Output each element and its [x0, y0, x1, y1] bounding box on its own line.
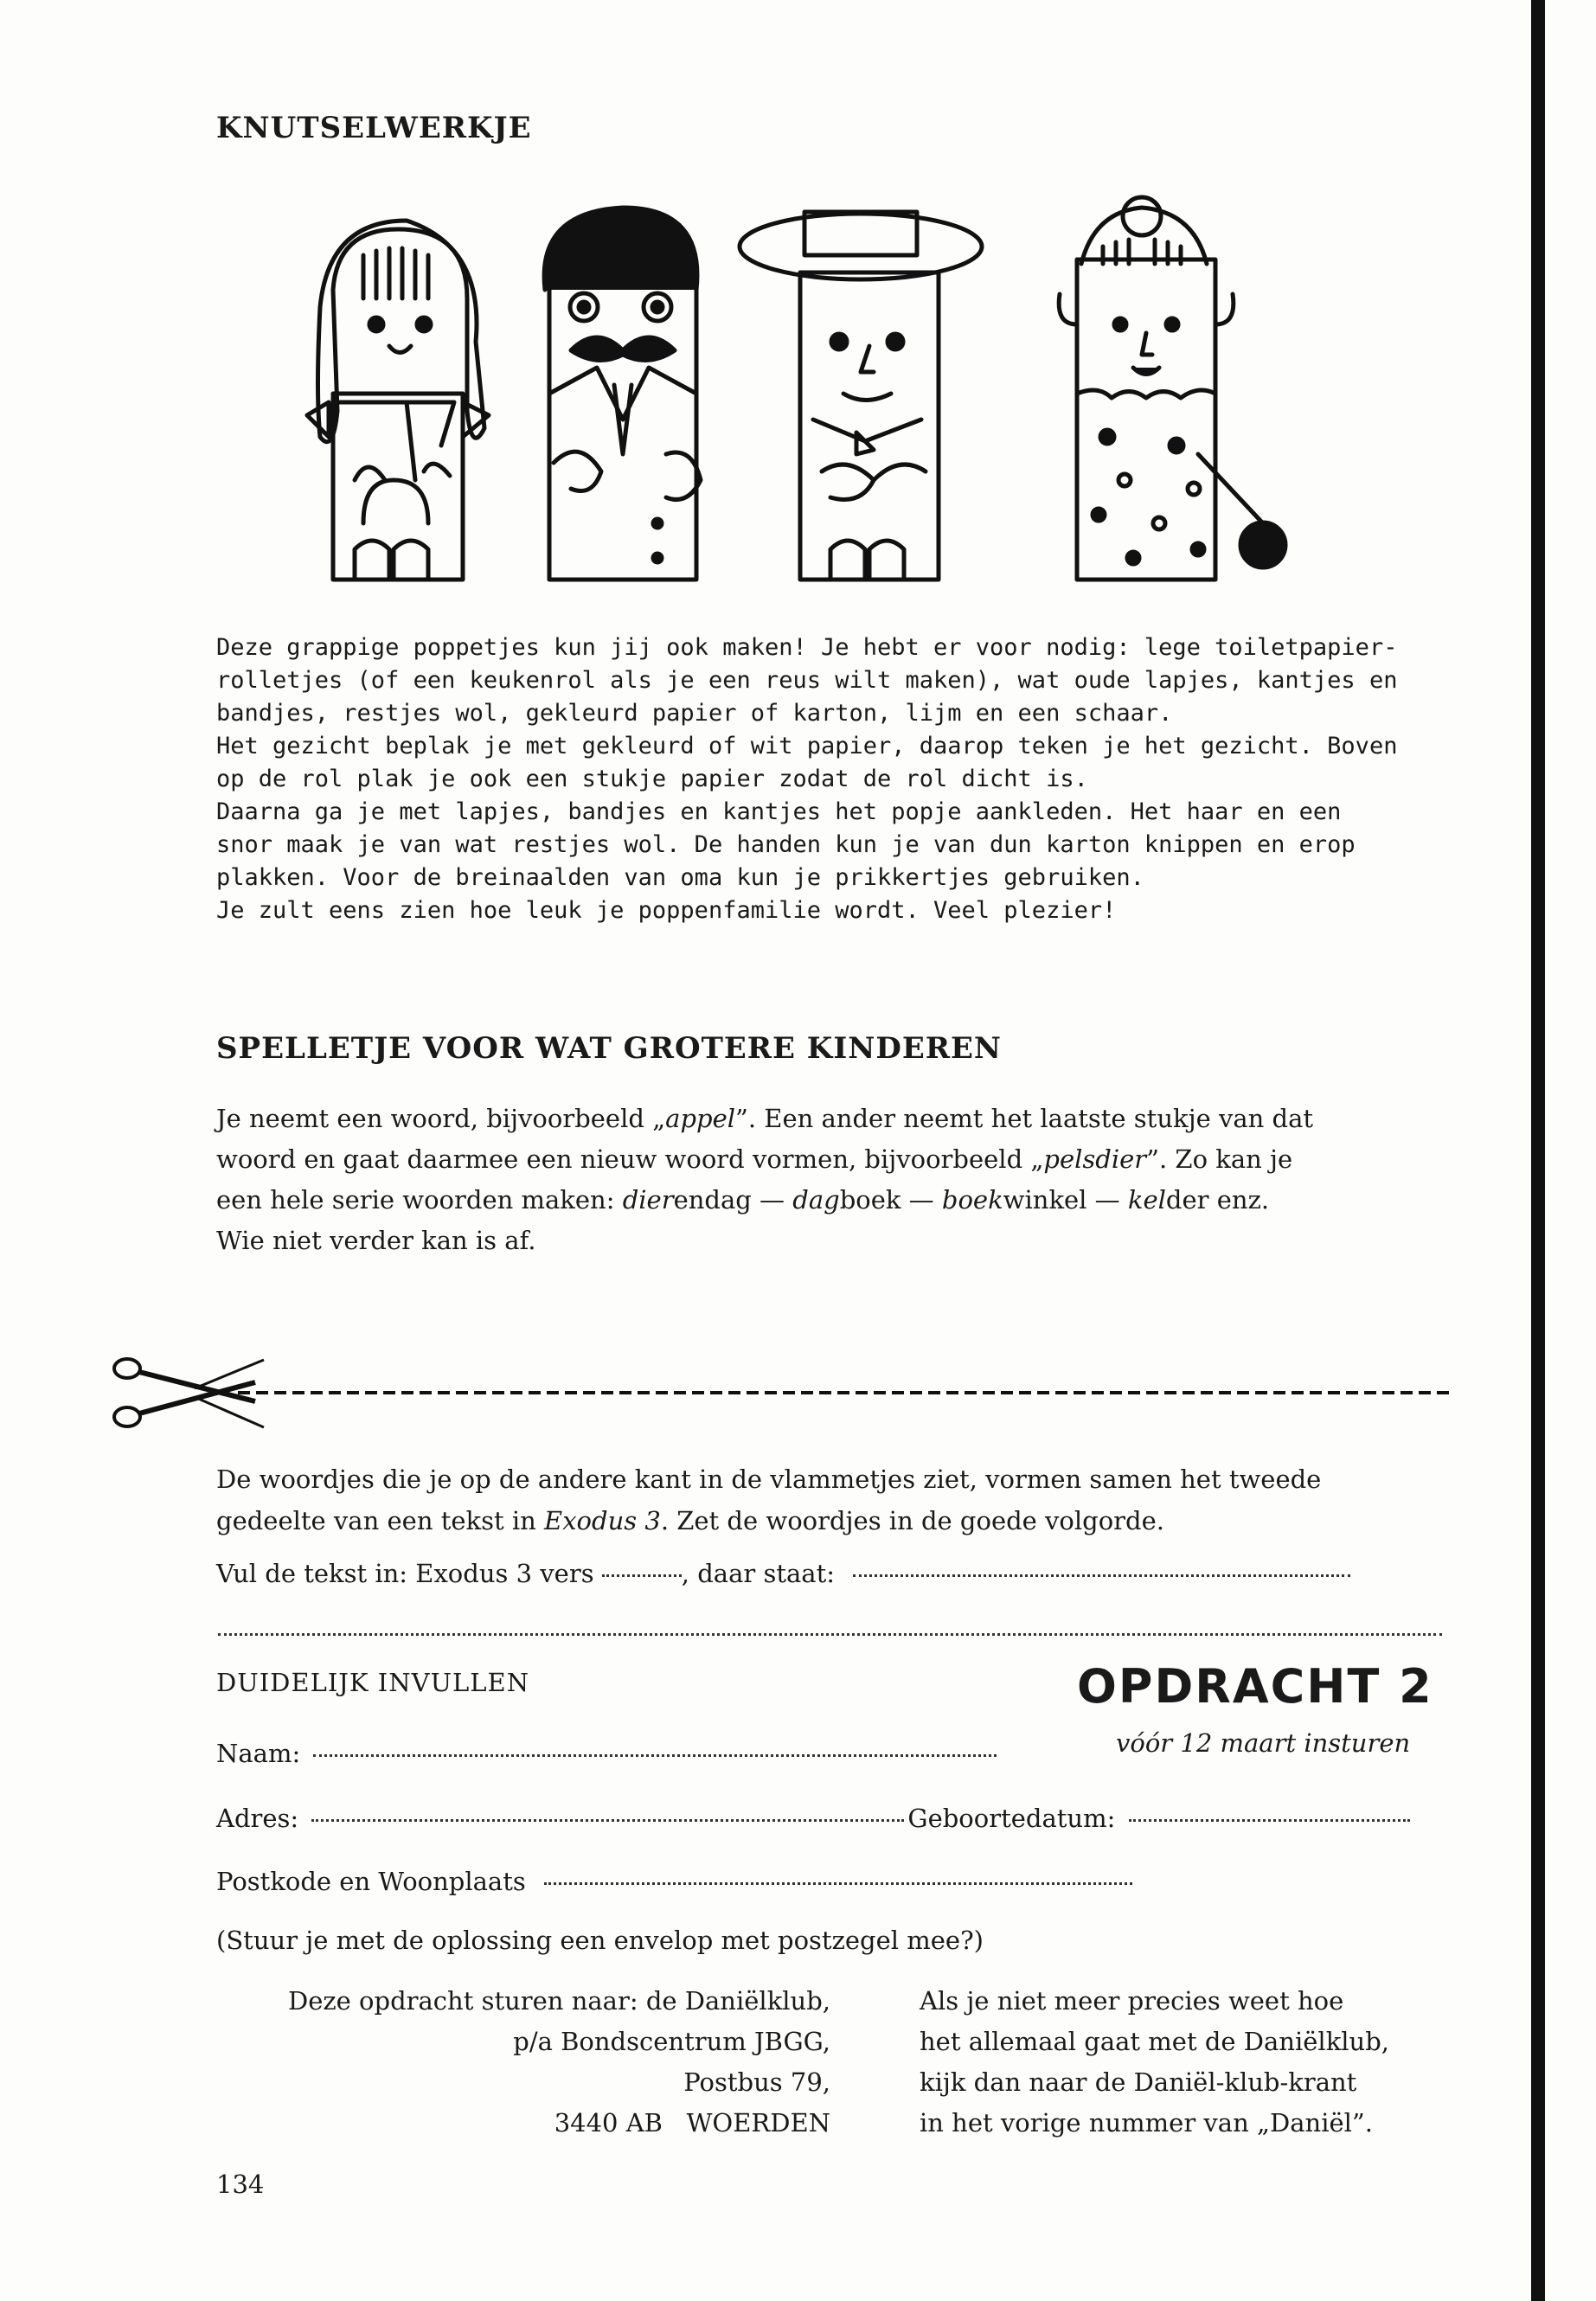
- naam-row: [216, 1739, 997, 1768]
- word-part: kel: [1127, 1185, 1166, 1215]
- exodus-line: De woordjes die je op de andere kant in de vlammetjes ziet, vormen samen het tweede: [216, 1465, 1322, 1494]
- knutsel-line: Daarna ga je met lapjes, bandjes en kantjes het popje aankleden. Het haar en een: [216, 798, 1342, 825]
- text-run: der enz.: [1165, 1185, 1270, 1215]
- knutsel-line: plakken. Voor de breinaalden van oma kun je prikkertjes gebruiken.: [216, 864, 1144, 891]
- spelletje-line: [216, 1180, 1313, 1221]
- knutsel-line: Het gezicht beplak je met gekleurd of wit papier, daarop teken je het gezicht. Boven: [216, 733, 1398, 760]
- spelletje-text: [216, 1099, 1313, 1261]
- text-run: woord en gaat daarmee een nieuw woord vormen, bijvoorbeeld „: [216, 1144, 1044, 1174]
- envelop-note: (Stuur je met de oplossing een envelop met postzegel mee?): [216, 1926, 984, 1955]
- exodus-reference: Exodus 3: [544, 1506, 661, 1535]
- knutsel-instructions: [216, 631, 1397, 927]
- text-run: een hele serie woorden maken:: [216, 1185, 623, 1215]
- example-word-pelsdier: pelsdier: [1043, 1144, 1147, 1174]
- address-line: p/a Bondscentrum JBGG,: [513, 2027, 830, 2056]
- cut-line: [108, 1349, 1458, 1436]
- label-vers: Vul de tekst in: Exodus 3 vers: [216, 1559, 594, 1588]
- info-line: in het vorige nummer van „Daniël”.: [920, 2108, 1373, 2138]
- address-line: Deze opdracht sturen naar: de Daniëlklub,: [287, 1986, 830, 2016]
- text-run: boek —: [839, 1185, 942, 1215]
- puppet-man: [544, 208, 701, 580]
- naam-input[interactable]: [313, 1754, 997, 1757]
- text-run: gedeelte van een tekst in: [216, 1506, 545, 1535]
- geboortedatum-input[interactable]: [1129, 1819, 1410, 1822]
- puppet-girl: [307, 221, 489, 580]
- text-input-1[interactable]: [853, 1574, 1350, 1577]
- knutsel-line: op de rol plak je ook een stukje papier zodat de rol dicht is.: [216, 766, 1088, 792]
- label-naam: Naam:: [216, 1739, 301, 1768]
- text-run: winkel —: [1003, 1185, 1128, 1215]
- adres-input[interactable]: [311, 1819, 904, 1822]
- exodus-fill-line: [216, 1559, 1445, 1588]
- postkode-input[interactable]: [544, 1882, 1132, 1885]
- word-part: dier: [622, 1185, 674, 1215]
- due-date: vóór 12 maart insturen: [1116, 1728, 1411, 1758]
- word-part: dag: [792, 1185, 840, 1215]
- spelletje-line: Wie niet verder kan is af.: [216, 1226, 536, 1255]
- text-input-2[interactable]: [218, 1633, 1442, 1636]
- spelletje-line: [216, 1099, 1313, 1139]
- spelletje-line: [216, 1139, 1313, 1180]
- section-title-spelletje: SPELLETJE VOOR WAT GROTERE KINDEREN: [216, 1031, 1002, 1066]
- label-daar-staat: , daar staat:: [681, 1559, 835, 1588]
- form-heading: DUIDELIJK INVULLEN: [216, 1668, 530, 1697]
- adres-row: [216, 1804, 1410, 1833]
- section-title-knutselwerkje: KNUTSELWERKJE: [216, 111, 532, 145]
- exodus-text: [216, 1458, 1321, 1541]
- label-geboortedatum: Geboortedatum:: [907, 1804, 1116, 1833]
- address-block: [216, 1981, 830, 2144]
- page-number: 134: [216, 2170, 265, 2199]
- info-line: kijk dan naar de Daniël-klub-krant: [920, 2067, 1357, 2097]
- knutsel-line: snor maak je van wat restjes wol. De handen kun je van dun karton knippen en erop: [216, 831, 1356, 858]
- knutsel-line: Je zult eens zien hoe leuk je poppenfamilie wordt. Veel plezier!: [216, 897, 1117, 924]
- word-part: boek: [941, 1185, 1003, 1215]
- puppet-illustration: [303, 195, 1384, 593]
- example-word-appel: appel: [665, 1104, 736, 1133]
- puppet-grandma: [1059, 197, 1285, 580]
- knutsel-line: Deze grappige poppetjes kun jij ook maken! Je hebt er voor nodig: lege toiletpapier-: [216, 634, 1398, 661]
- info-block: [920, 1981, 1389, 2144]
- address-line: 3440 AB WOERDEN: [554, 2108, 830, 2138]
- text-run: ”. Zo kan je: [1146, 1144, 1293, 1174]
- label-postkode: Postkode en Woonplaats: [216, 1867, 526, 1896]
- exodus-line: [216, 1500, 1321, 1541]
- postkode-row: [216, 1867, 1132, 1896]
- address-line: Postbus 79,: [683, 2067, 830, 2097]
- text-run: . Zet de woordjes in de goede volgorde.: [660, 1506, 1164, 1535]
- text-run: endag —: [673, 1185, 793, 1215]
- knutsel-line: bandjes, restjes wol, gekleurd papier of karton, lijm en een schaar.: [216, 700, 1173, 727]
- text-run: Je neemt een woord, bijvoorbeeld „: [216, 1104, 666, 1133]
- puppet-hat-man: [740, 212, 982, 580]
- label-adres: Adres:: [216, 1804, 299, 1833]
- info-line: Als je niet meer precies weet hoe: [920, 1986, 1344, 2016]
- knutsel-line: rolletjes (of een keukenrol als je een reus wilt maken), wat oude lapjes, kantjes en: [216, 667, 1398, 694]
- info-line: het allemaal gaat met de Daniëlklub,: [920, 2027, 1390, 2056]
- page-edge-bar: [1531, 0, 1545, 2301]
- text-run: ”. Een ander neemt het laatste stukje van dat: [735, 1104, 1314, 1133]
- vers-input[interactable]: [602, 1574, 682, 1577]
- opdracht-title: OPDRACHT 2: [1077, 1659, 1433, 1714]
